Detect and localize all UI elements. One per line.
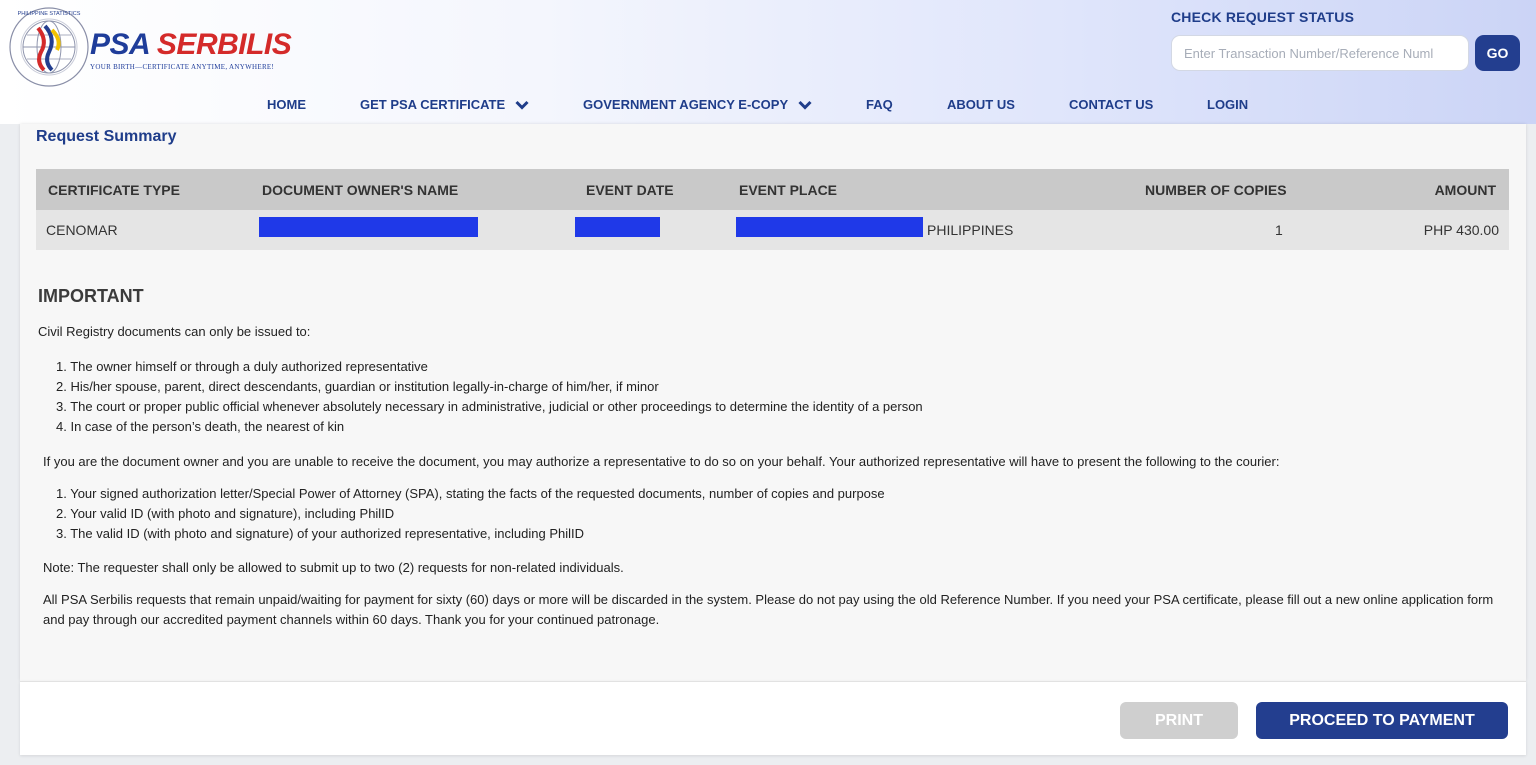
list-item: 3. The valid ID (with photo and signature) of your authorized representative, including PhilID bbox=[56, 526, 584, 541]
logo-psa-text: PSA bbox=[90, 28, 150, 61]
psa-seal-logo[interactable] bbox=[8, 6, 90, 88]
nav-faq[interactable] bbox=[866, 97, 893, 112]
list-item: 4. In case of the person’s death, the nearest of kin bbox=[56, 419, 345, 434]
nav-about-us-label: ABOUT US bbox=[947, 97, 1015, 112]
nav-home[interactable] bbox=[267, 97, 306, 112]
important-heading: IMPORTANT bbox=[38, 286, 144, 306]
col-event-date: EVENT DATE bbox=[586, 182, 674, 198]
cell-number-of-copies: 1 bbox=[1275, 222, 1283, 238]
authorization-text: If you are the document owner and you are unable to receive the document, you may authorize a representative to do so on your behalf. Your authorized representative will have to present the following to the courier: bbox=[43, 454, 1280, 469]
request-summary-title: Request Summary bbox=[36, 128, 177, 145]
logo-serbilis-text: SERBILIS bbox=[156, 28, 292, 61]
unpaid-requests-notice: All PSA Serbilis requests that remain unpaid/waiting for payment for sixty (60) days or more will be discarded in the system. Please do not pay using the old Reference Number. If you need your PSA certificate, please fill out a new online application form and pay through our accredited payment channels within 60 days. Thank you for your continued patronage. bbox=[43, 592, 1494, 627]
action-bar bbox=[20, 681, 1526, 755]
nav-government-agency-ecopy[interactable] bbox=[583, 97, 812, 112]
go-button[interactable]: GO bbox=[1475, 35, 1520, 71]
psa-serbilis-logo[interactable] bbox=[90, 28, 291, 71]
nav-login-label: LOGIN bbox=[1207, 97, 1249, 112]
list-item: 2. His/her spouse, parent, direct descendants, guardian or institution legally-in-charge of him/her, if minor bbox=[56, 379, 659, 394]
redacted-event-place bbox=[736, 217, 923, 237]
nav-login[interactable] bbox=[1207, 97, 1248, 112]
nav-get-psa-certificate[interactable] bbox=[360, 97, 529, 112]
redacted-event-date bbox=[575, 217, 660, 237]
col-event-place: EVENT PLACE bbox=[739, 182, 838, 198]
col-number-of-copies: NUMBER OF COPIES bbox=[1145, 182, 1287, 198]
proceed-to-payment-button[interactable]: PROCEED TO PAYMENT bbox=[1256, 702, 1508, 739]
col-owner-name: DOCUMENT OWNER'S NAME bbox=[262, 182, 459, 198]
summary-table-header bbox=[36, 169, 1509, 210]
nav-home-label: HOME bbox=[267, 97, 306, 112]
request-summary-card bbox=[20, 124, 1526, 681]
svg-text:PHILIPPINE STATISTICS: PHILIPPINE STATISTICS bbox=[17, 11, 81, 17]
nav-government-agency-ecopy-label: GOVERNMENT AGENCY E-COPY bbox=[583, 97, 789, 112]
list-item: 1. The owner himself or through a duly authorized representative bbox=[56, 359, 428, 374]
col-amount: AMOUNT bbox=[1434, 182, 1496, 198]
cell-amount: PHP 430.00 bbox=[1423, 222, 1499, 238]
chevron-down-icon bbox=[515, 100, 529, 110]
nav-about-us[interactable] bbox=[947, 97, 1015, 112]
nav-get-psa-certificate-label: GET PSA CERTIFICATE bbox=[360, 97, 506, 112]
check-status-title: CHECK REQUEST STATUS bbox=[1171, 9, 1355, 25]
list-item: 3. The court or proper public official whenever absolutely necessary in administrative, judicial or other proceedings to determine the identity of a person bbox=[56, 399, 923, 414]
redacted-owner-name bbox=[259, 217, 478, 237]
cell-certificate-type: CENOMAR bbox=[46, 222, 118, 238]
nav-contact-us[interactable] bbox=[1069, 97, 1153, 112]
nav-faq-label: FAQ bbox=[866, 97, 893, 112]
requirements-list bbox=[56, 484, 885, 544]
transaction-number-input[interactable] bbox=[1171, 35, 1469, 71]
list-item: 2. Your valid ID (with photo and signature), including PhilID bbox=[56, 506, 395, 521]
logo-tagline: YOUR BIRTH—CERTIFICATE ANYTIME, ANYWHERE! bbox=[90, 63, 275, 71]
site-header bbox=[0, 0, 1536, 124]
table-row bbox=[36, 210, 1509, 250]
chevron-down-icon bbox=[798, 100, 812, 110]
eligibility-intro: Civil Registry documents can only be issued to: bbox=[38, 324, 311, 339]
request-limit-note: Note: The requester shall only be allowed to submit up to two (2) requests for non-related individuals. bbox=[43, 560, 624, 575]
list-item: 1. Your signed authorization letter/Special Power of Attorney (SPA), stating the facts of the requested documents, number of copies and purpose bbox=[56, 486, 885, 501]
cell-event-place-country: PHILIPPINES bbox=[927, 222, 1014, 238]
main-nav bbox=[0, 97, 1536, 115]
eligibility-list bbox=[56, 357, 923, 437]
col-certificate-type: CERTIFICATE TYPE bbox=[48, 182, 180, 198]
nav-contact-us-label: CONTACT US bbox=[1069, 97, 1154, 112]
print-button[interactable]: PRINT bbox=[1120, 702, 1238, 739]
